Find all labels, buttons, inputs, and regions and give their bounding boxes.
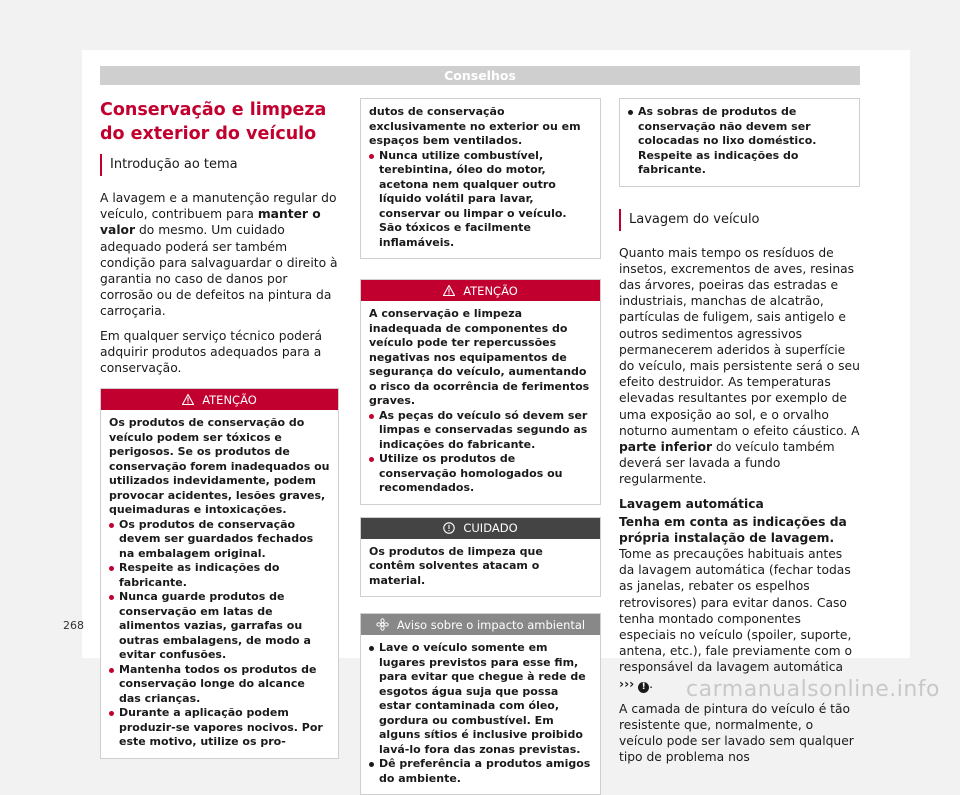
washing-text-bold: parte inferior	[619, 439, 713, 454]
warning-header	[101, 389, 338, 410]
intro-text-bold: manter o valor	[100, 207, 321, 238]
chapter-header: Conselhos	[100, 66, 860, 85]
warning-continued-body	[361, 99, 600, 258]
list-item: Respeite as indicações do fabricante.	[109, 561, 330, 590]
list-item: Nunca guarde produtos de conservação em latas de alimentos vazias, garrafas ou outras embalagens, de modo a evitar confusões.	[109, 590, 330, 663]
washing-paragraph	[619, 245, 860, 488]
automatic-wash-heading: Lavagem automática	[619, 496, 764, 511]
warning-label-2: ATENÇÃO	[463, 283, 518, 298]
automatic-wash-paragraph	[619, 514, 860, 693]
automatic-wash-text: Tome as precauções habituais antes da lavagem automática (fechar todas as janelas, rebater os espelhos retrovisores) para evitar danos. Caso tenha montado componentes especiais no veículo (spoiler, suporte, antena, etc.), fale previamente com o responsável da lavagem automática	[619, 546, 853, 675]
section-accent-bar	[619, 209, 621, 231]
warning-body	[101, 410, 338, 758]
flower-icon	[376, 618, 389, 631]
column-3	[619, 98, 860, 773]
list-item: As sobras de produtos de conservação não devem ser colocadas no lixo doméstico. Respeite as indicações do fabricante.	[628, 105, 851, 178]
environment-continued-body	[620, 99, 859, 186]
list-item: Dê preferência a produtos amigos do ambiente.	[369, 757, 592, 786]
section-title: Conservação e limpeza do exterior do veículo	[100, 100, 327, 144]
warning-intro: Os produtos de conservação do veículo podem ser tóxicos e perigosos. Se os produtos de conservação forem inadequados ou utilizados indevidamente, podem provocar acidentes, lesões graves, queimaduras e intoxicações.	[109, 416, 330, 517]
washing-text-c: do veículo também deverá ser lavada a fundo regularmente.	[619, 439, 835, 487]
list-item: Nunca utilize combustível, terebintina, óleo do motor, acetona nem qualquer outro líquido volátil para lavar, conservar ou limpar o veículo. São tóxicos e facilmente inflamáveis.	[369, 149, 592, 251]
warning-continued-box	[360, 98, 601, 259]
page-number: 268	[63, 619, 84, 632]
caution-circle-icon	[443, 522, 455, 534]
environment-header	[361, 614, 600, 635]
environment-continued-box	[619, 98, 860, 187]
column-2	[360, 98, 601, 795]
warning-label: ATENÇÃO	[202, 392, 257, 407]
caution-body	[361, 539, 600, 597]
caution-header	[361, 518, 600, 539]
info-icon: !	[638, 682, 649, 693]
list-item: As peças do veículo só devem ser limpas e conservadas segundo as indicações do fabricante.	[369, 409, 592, 453]
caution-label: CUIDADO	[463, 521, 518, 535]
warning-triangle-icon	[443, 285, 455, 296]
subtitle-row	[100, 154, 339, 176]
section-title-row	[619, 209, 860, 231]
warning-box-2	[360, 279, 601, 505]
list-item: Mantenha todos os produtos de conservação longe do alcance das crianças.	[109, 663, 330, 707]
environment-body	[361, 635, 600, 794]
environment-box	[360, 613, 601, 795]
section-heading: Lavagem do veículo	[629, 211, 760, 227]
list-item: Durante a aplicação podem produzir-se vapores nocivos. Por este motivo, utilize os pro-	[109, 706, 330, 750]
warning-box	[100, 388, 339, 759]
warning-continued-text: dutos de conservação exclusivamente no exterior ou em espaços bem ventilados.	[369, 105, 581, 147]
paint-paragraph: A camada de pintura do veículo é tão resistente que, normalmente, o veículo pode ser lavado sem qualquer tipo de problema nos	[619, 701, 854, 765]
products-paragraph: Em qualquer serviço técnico poderá adquirir produtos adequados para a conservação.	[100, 328, 323, 376]
list-item: Os produtos de conservação devem ser guardados fechados na embalagem original.	[109, 518, 330, 562]
caution-text: Os produtos de limpeza que contêm solventes atacam o material.	[369, 544, 543, 587]
column-1	[100, 98, 339, 759]
caution-box	[360, 517, 601, 598]
subtitle-accent-bar	[100, 154, 102, 176]
intro-paragraph	[100, 190, 339, 320]
cross-reference-link[interactable]: ›››	[619, 676, 635, 691]
washing-text-a: Quanto mais tempo os resíduos de insetos, excrementos de aves, resinas das árvores, poeiras das estradas e industriais, manchas de alcatrão, partículas de fuligem, sais antigelo e outros sedimentos agressivos permanecerem aderidos à superfície do veículo, mais persistente será o seu efeito destruidor. As temperaturas elevadas resultantes por exemplo de uma exposição ao sol, e o orvalho noturno aumentam o efeito cáustico. A	[619, 245, 860, 438]
intro-text-a: A lavagem e a manutenção regular do veículo, contribuem para	[100, 191, 337, 222]
environment-label: Aviso sobre o impacto ambiental	[396, 617, 586, 632]
list-item: Lave o veículo somente em lugares previstos para esse fim, para evitar que chegue à rede de esgotos água suja que possa estar contaminada com óleo, gordura ou combustível. Em alguns sítios é inclusive proibido lavá-lo fora das zonas previstas.	[369, 641, 592, 757]
watermark: carmanualsonline.info	[686, 677, 940, 702]
list-item: Utilize os produtos de conservação homologados ou recomendados.	[369, 452, 592, 496]
warning-header-2	[361, 280, 600, 301]
subtitle: Introdução ao tema	[110, 157, 238, 172]
warning-triangle-icon	[182, 394, 194, 405]
automatic-wash-end: .	[649, 676, 654, 691]
warning-body-2	[361, 301, 600, 504]
automatic-wash-bold: Tenha em conta as indicações da própria instalação de lavagem.	[619, 514, 847, 545]
intro-text-c: do mesmo. Um cuidado adequado poderá ser também condição para salvaguardar o direito à garantia no caso de danos por corrosão ou de defeitos na pintura da carroçaria.	[100, 223, 338, 319]
warning-intro-2: A conservação e limpeza inadequada de componentes do veículo pode ter repercussões negativas nos equipamentos de segurança do veículo, aumentando o risco da ocorrência de ferimentos graves.	[369, 307, 590, 407]
